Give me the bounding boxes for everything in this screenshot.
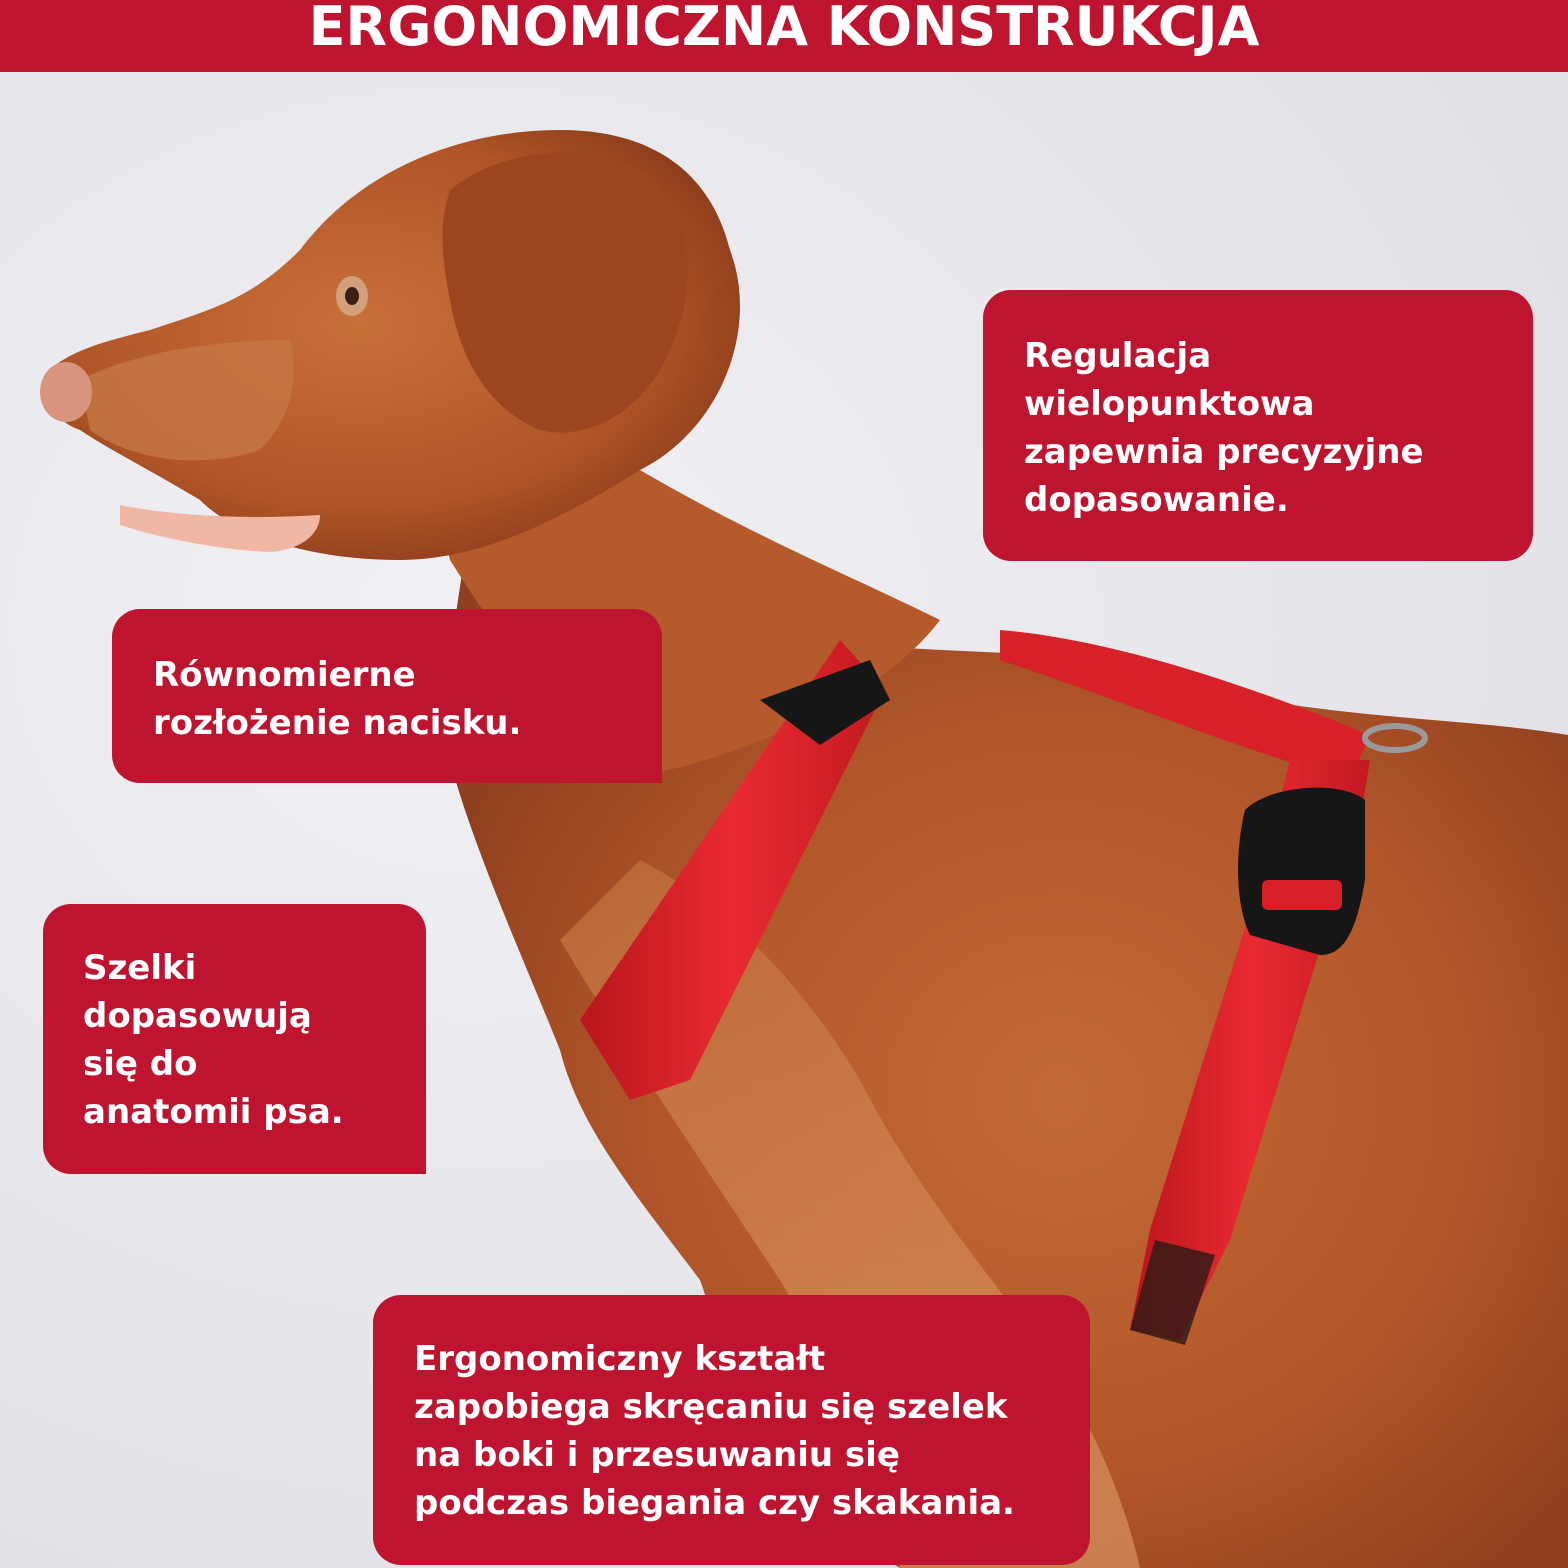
callout-anatomy: Szelki dopasowują się do anatomii psa. xyxy=(43,904,426,1174)
callout-shape: Ergonomiczny kształt zapobiega skręcaniu się szelek na boki i przesuwaniu się podczas biegania czy skakania. xyxy=(373,1295,1090,1565)
title-banner xyxy=(0,0,1568,72)
callout-adjustment: Regulacja wielopunktowa zapewnia precyzyjne dopasowanie. xyxy=(983,290,1533,561)
page-title: ERGONOMICZNA KONSTRUKCJA xyxy=(308,0,1260,58)
callout-pressure: Równomierne rozłożenie nacisku. xyxy=(112,609,662,783)
